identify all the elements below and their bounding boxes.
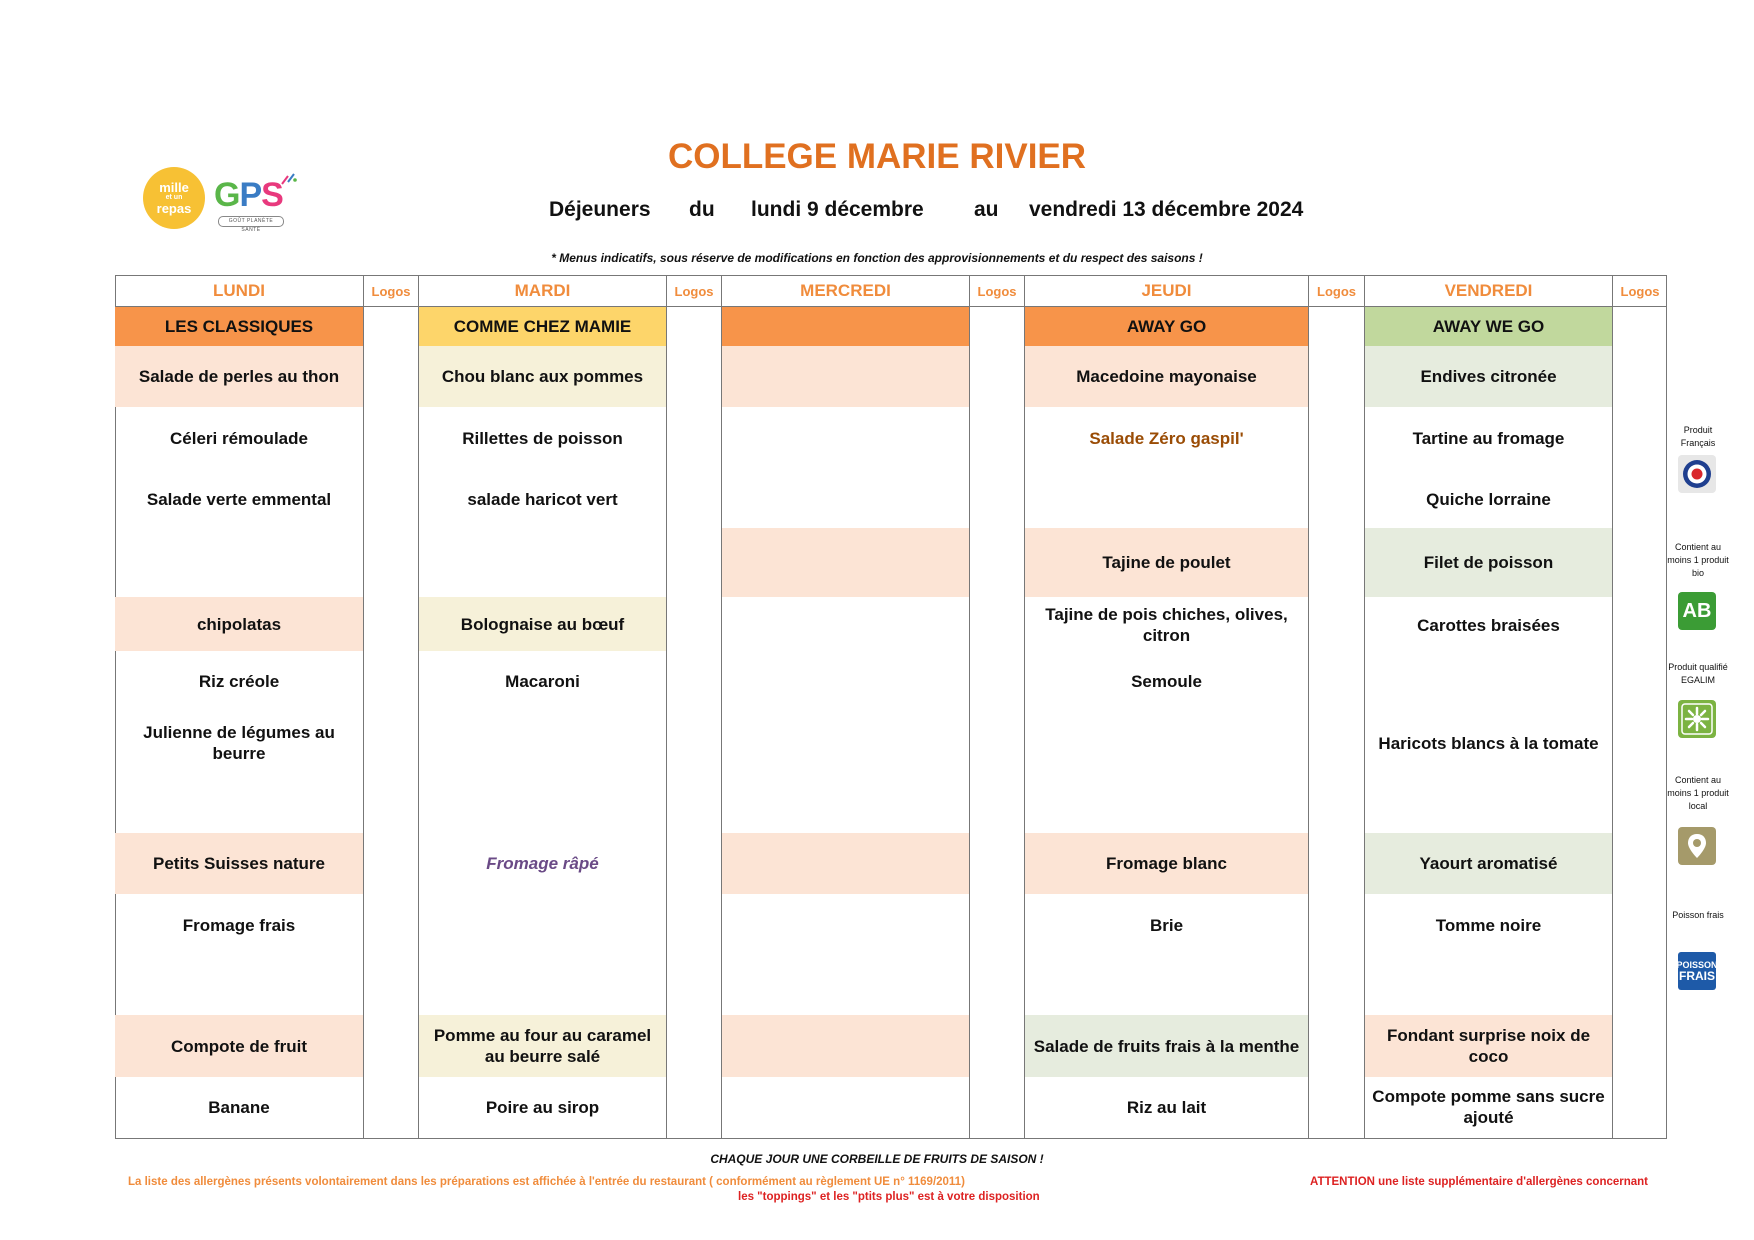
ab-bio-icon: AB (1678, 592, 1716, 630)
legend-label-egalim: Produit qualifié EGALIM (1668, 662, 1728, 685)
vendredi-item: Filet de poisson (1365, 528, 1612, 597)
col-divider (666, 275, 667, 1139)
page-title: COLLEGE MARIE RIVIER (667, 137, 1087, 176)
header-mercredi: MERCREDI (800, 281, 891, 300)
vendredi-item: Fondant surprise noix de coco (1365, 1015, 1612, 1077)
jeudi-item: Riz au lait (1126, 1097, 1207, 1117)
lundi-item: chipolatas (115, 597, 363, 651)
subtitle-start-date: lundi 9 décembre (751, 198, 924, 221)
lundi-item: Julienne de légumes au beurre (143, 723, 335, 763)
jeudi-item: Salade Zéro gaspil' (1089, 428, 1244, 448)
french-roundel-icon (1678, 455, 1716, 493)
header-logos: Logos (674, 283, 714, 299)
mardi-item: salade haricot vert (467, 489, 618, 509)
jeudi-item: Tajine de poulet (1025, 528, 1308, 597)
mardi-item: Fromage râpé (486, 853, 599, 873)
lundi-item: Riz créole (198, 671, 280, 691)
theme-vendredi: AWAY WE GO (1365, 307, 1612, 346)
jeudi-item: Semoule (1131, 671, 1202, 691)
menu-disclaimer: * Menus indicatifs, sous réserve de modifications en fonction des approvisionnements et du respect des saisons ! (551, 251, 1203, 265)
subtitle-end-date: vendredi 13 décembre 2024 (1029, 198, 1304, 221)
footer-allergens-note: La liste des allergènes présents volontairement dans les préparations est affichée à l'entrée du restaurant ( conformément au règlement UE n° 1169/2011) (128, 1176, 965, 1188)
mardi-item: Rillettes de poisson (462, 428, 623, 448)
vendredi-item: Compote pomme sans sucre ajouté (1372, 1087, 1605, 1127)
lundi-item: Salade de perles au thon (115, 346, 363, 407)
header-logos: Logos (371, 283, 411, 299)
header-vendredi: VENDREDI (1444, 281, 1533, 300)
theme-lundi: LES CLASSIQUES (115, 307, 363, 346)
theme-mardi: COMME CHEZ MAMIE (419, 307, 666, 346)
mercredi-empty-cell (722, 833, 969, 894)
poisson-frais-icon (1678, 952, 1716, 990)
jeudi-item: Brie (1149, 915, 1184, 935)
mercredi-empty-cell (722, 528, 969, 597)
jeudi-item: Macedoine mayonaise (1025, 346, 1308, 407)
mardi-item: Bolognaise au bœuf (419, 597, 666, 651)
mille-et-un-repas-logo: mille et un repas (143, 167, 205, 229)
poisson-icon-text: POISSON (1676, 960, 1718, 970)
theme-jeudi: AWAY GO (1025, 307, 1308, 346)
col-divider (363, 275, 364, 1139)
header-logos: Logos (977, 283, 1017, 299)
header-logos: Logos (1620, 283, 1660, 299)
header-mardi: MARDI (514, 281, 571, 300)
subtitle-du: du (689, 198, 715, 221)
header-jeudi: JEUDI (1141, 281, 1192, 300)
mardi-item: Macaroni (505, 671, 580, 691)
jeudi-item: Fromage blanc (1025, 833, 1308, 894)
lundi-item: Petits Suisses nature (115, 833, 363, 894)
vendredi-item: Haricots blancs à la tomate (1378, 733, 1599, 753)
gps-wordmark: GPS (214, 176, 283, 214)
footer-toppings: les "toppings" et les "ptits plus" est à votre disposition (738, 1191, 1040, 1203)
legend-label-poisson: Poisson frais (1672, 910, 1724, 920)
lundi-item: Compote de fruit (115, 1015, 363, 1077)
frais-icon-text: FRAIS (1679, 969, 1715, 983)
vendredi-item: Tartine au fromage (1412, 428, 1565, 448)
col-divider (1612, 275, 1613, 1139)
lundi-item: Fromage frais (182, 915, 296, 935)
subtitle-au: au (974, 198, 999, 221)
vendredi-item: Tomme noire (1435, 915, 1542, 935)
lundi-item: Banane (208, 1097, 270, 1117)
header-lundi: LUNDI (213, 281, 265, 300)
lundi-item: Salade verte emmental (146, 489, 332, 509)
vendredi-item: Endives citronée (1365, 346, 1612, 407)
vendredi-item: Carottes braisées (1417, 615, 1560, 635)
jeudi-item: Salade de fruits frais à la menthe (1025, 1015, 1308, 1077)
col-divider (969, 275, 970, 1139)
col-divider (1308, 275, 1309, 1139)
footer-attention: ATTENTION une liste supplémentaire d'allergènes concernant (1310, 1176, 1649, 1188)
subtitle-dejeuners: Déjeuners (549, 198, 651, 221)
theme-mercredi (722, 307, 969, 346)
legend-label-bio: Contient au moins 1 produit bio (1667, 542, 1729, 578)
vendredi-item: Yaourt aromatisé (1365, 833, 1612, 894)
header-logos: Logos (1317, 283, 1356, 299)
mardi-item: Chou blanc aux pommes (419, 346, 666, 407)
mardi-item: Pomme au four au caramel au beurre salé (419, 1015, 666, 1077)
egalim-icon (1678, 700, 1716, 738)
legend-label-francais: Produit Français (1680, 425, 1716, 448)
lundi-item: Céleri rémoulade (170, 428, 308, 448)
mardi-item: Poire au sirop (485, 1097, 600, 1117)
jeudi-item: Tajine de pois chiches, olives, citron (1045, 605, 1288, 645)
gps-subtitle: GOÛT PLANÈTE SANTÉ (218, 216, 284, 227)
gps-logo (214, 172, 298, 233)
local-pin-icon (1678, 827, 1716, 865)
mercredi-empty-cell (722, 1015, 969, 1077)
mercredi-empty-cell (722, 346, 969, 407)
legend-label-local: Contient au moins 1 produit local (1667, 775, 1729, 811)
footer-fruits-note: CHAQUE JOUR UNE CORBEILLE DE FRUITS DE SAISON ! (710, 1152, 1044, 1166)
vendredi-item: Quiche lorraine (1426, 489, 1551, 509)
